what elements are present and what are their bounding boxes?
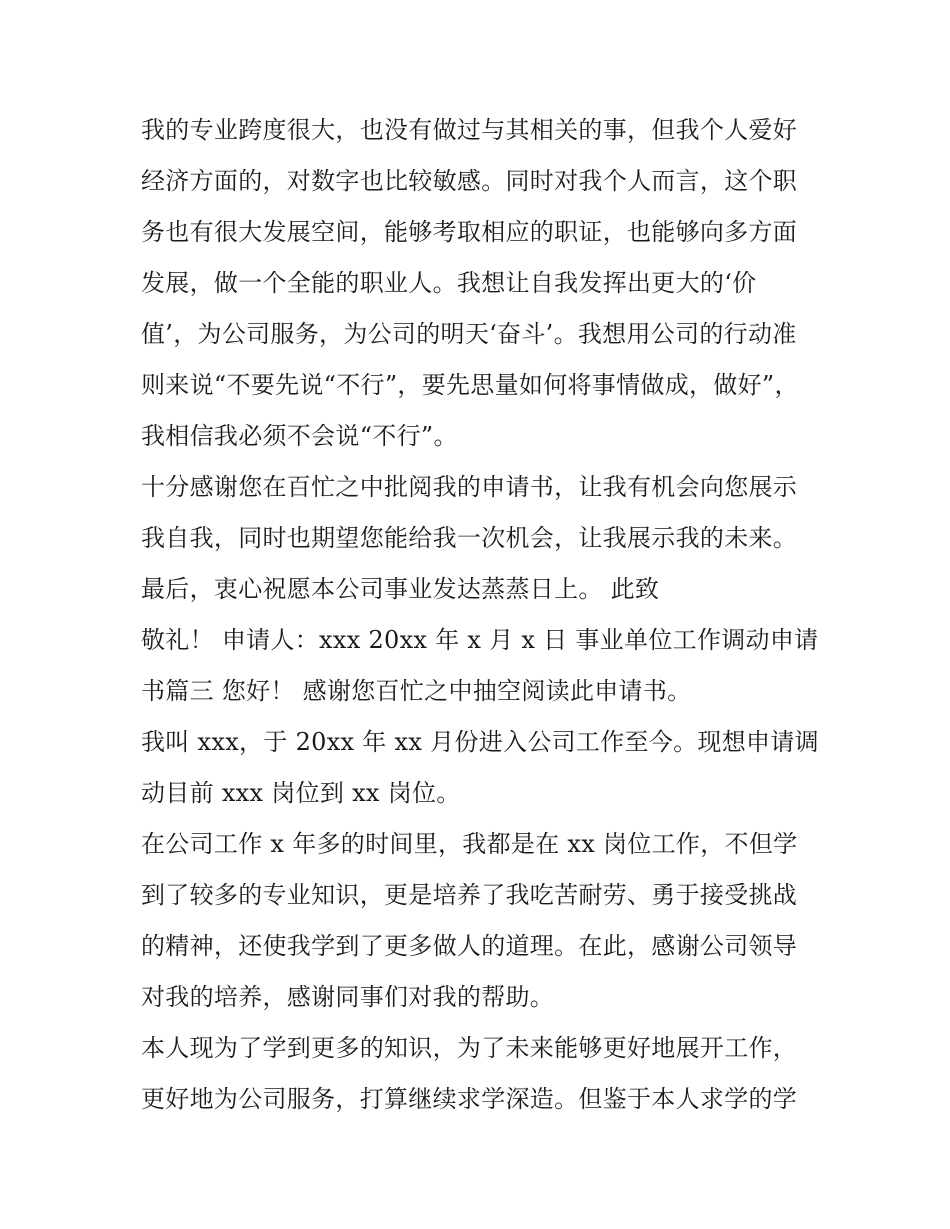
- text-line: 十分感谢您在百忙之中批阅我的申请书，让我有机会向您展示: [141, 473, 798, 501]
- text-line: 更好地为公司服务，打算继续求学深造。但鉴于本人求学的学: [141, 1085, 798, 1113]
- text-line: 我相信我必须不会说“不行”。: [141, 422, 458, 450]
- text-line: 我自我，同时也期望您能给我一次机会，让我展示我的未来。: [141, 524, 798, 552]
- text-line: 务也有很大发展空间，能够考取相应的职证，也能够向多方面: [141, 218, 798, 246]
- text-line: 我的专业跨度很大，也没有做过与其相关的事，但我个人爱好: [141, 116, 798, 144]
- text-line: 对我的培养，感谢同事们对我的帮助。: [141, 983, 555, 1011]
- text-line: 经济方面的，对数字也比较敏感。同时对我个人而言，这个职: [141, 167, 798, 195]
- text-line: 我叫 xxx，于 20xx 年 xx 月份进入公司工作至今。现想申请调: [141, 728, 819, 756]
- text-line: 书篇三 您好！ 感谢您百忙之中抽空阅读此申请书。: [141, 677, 692, 705]
- text-line: 发展，做一个全能的职业人。我想让自我发挥出更大的‘价: [141, 269, 757, 297]
- text-line: 到了较多的专业知识，更是培养了我吃苦耐劳、勇于接受挑战: [141, 881, 798, 909]
- text-line: 则来说“不要先说“不行”，要先思量如何将事情做成，做好”，: [141, 371, 799, 399]
- text-line: 敬礼！ 申请人：xxx 20xx 年 x 月 x 日 事业单位工作调动申请: [141, 626, 819, 654]
- text-line: 本人现为了学到更多的知识，为了未来能够更好地展开工作，: [141, 1034, 798, 1062]
- text-line: 最后，衷心祝愿本公司事业发达蒸蒸日上。 此致: [141, 575, 660, 603]
- text-line: 的精神，还使我学到了更多做人的道理。在此，感谢公司领导: [141, 932, 798, 960]
- text-line: 值’，为公司服务，为公司的明天‘奋斗’。我想用公司的行动准: [141, 320, 797, 348]
- text-line: 在公司工作 x 年多的时间里，我都是在 xx 岗位工作，不但学: [141, 830, 798, 858]
- text-line: 动目前 xxx 岗位到 xx 岗位。: [141, 779, 461, 807]
